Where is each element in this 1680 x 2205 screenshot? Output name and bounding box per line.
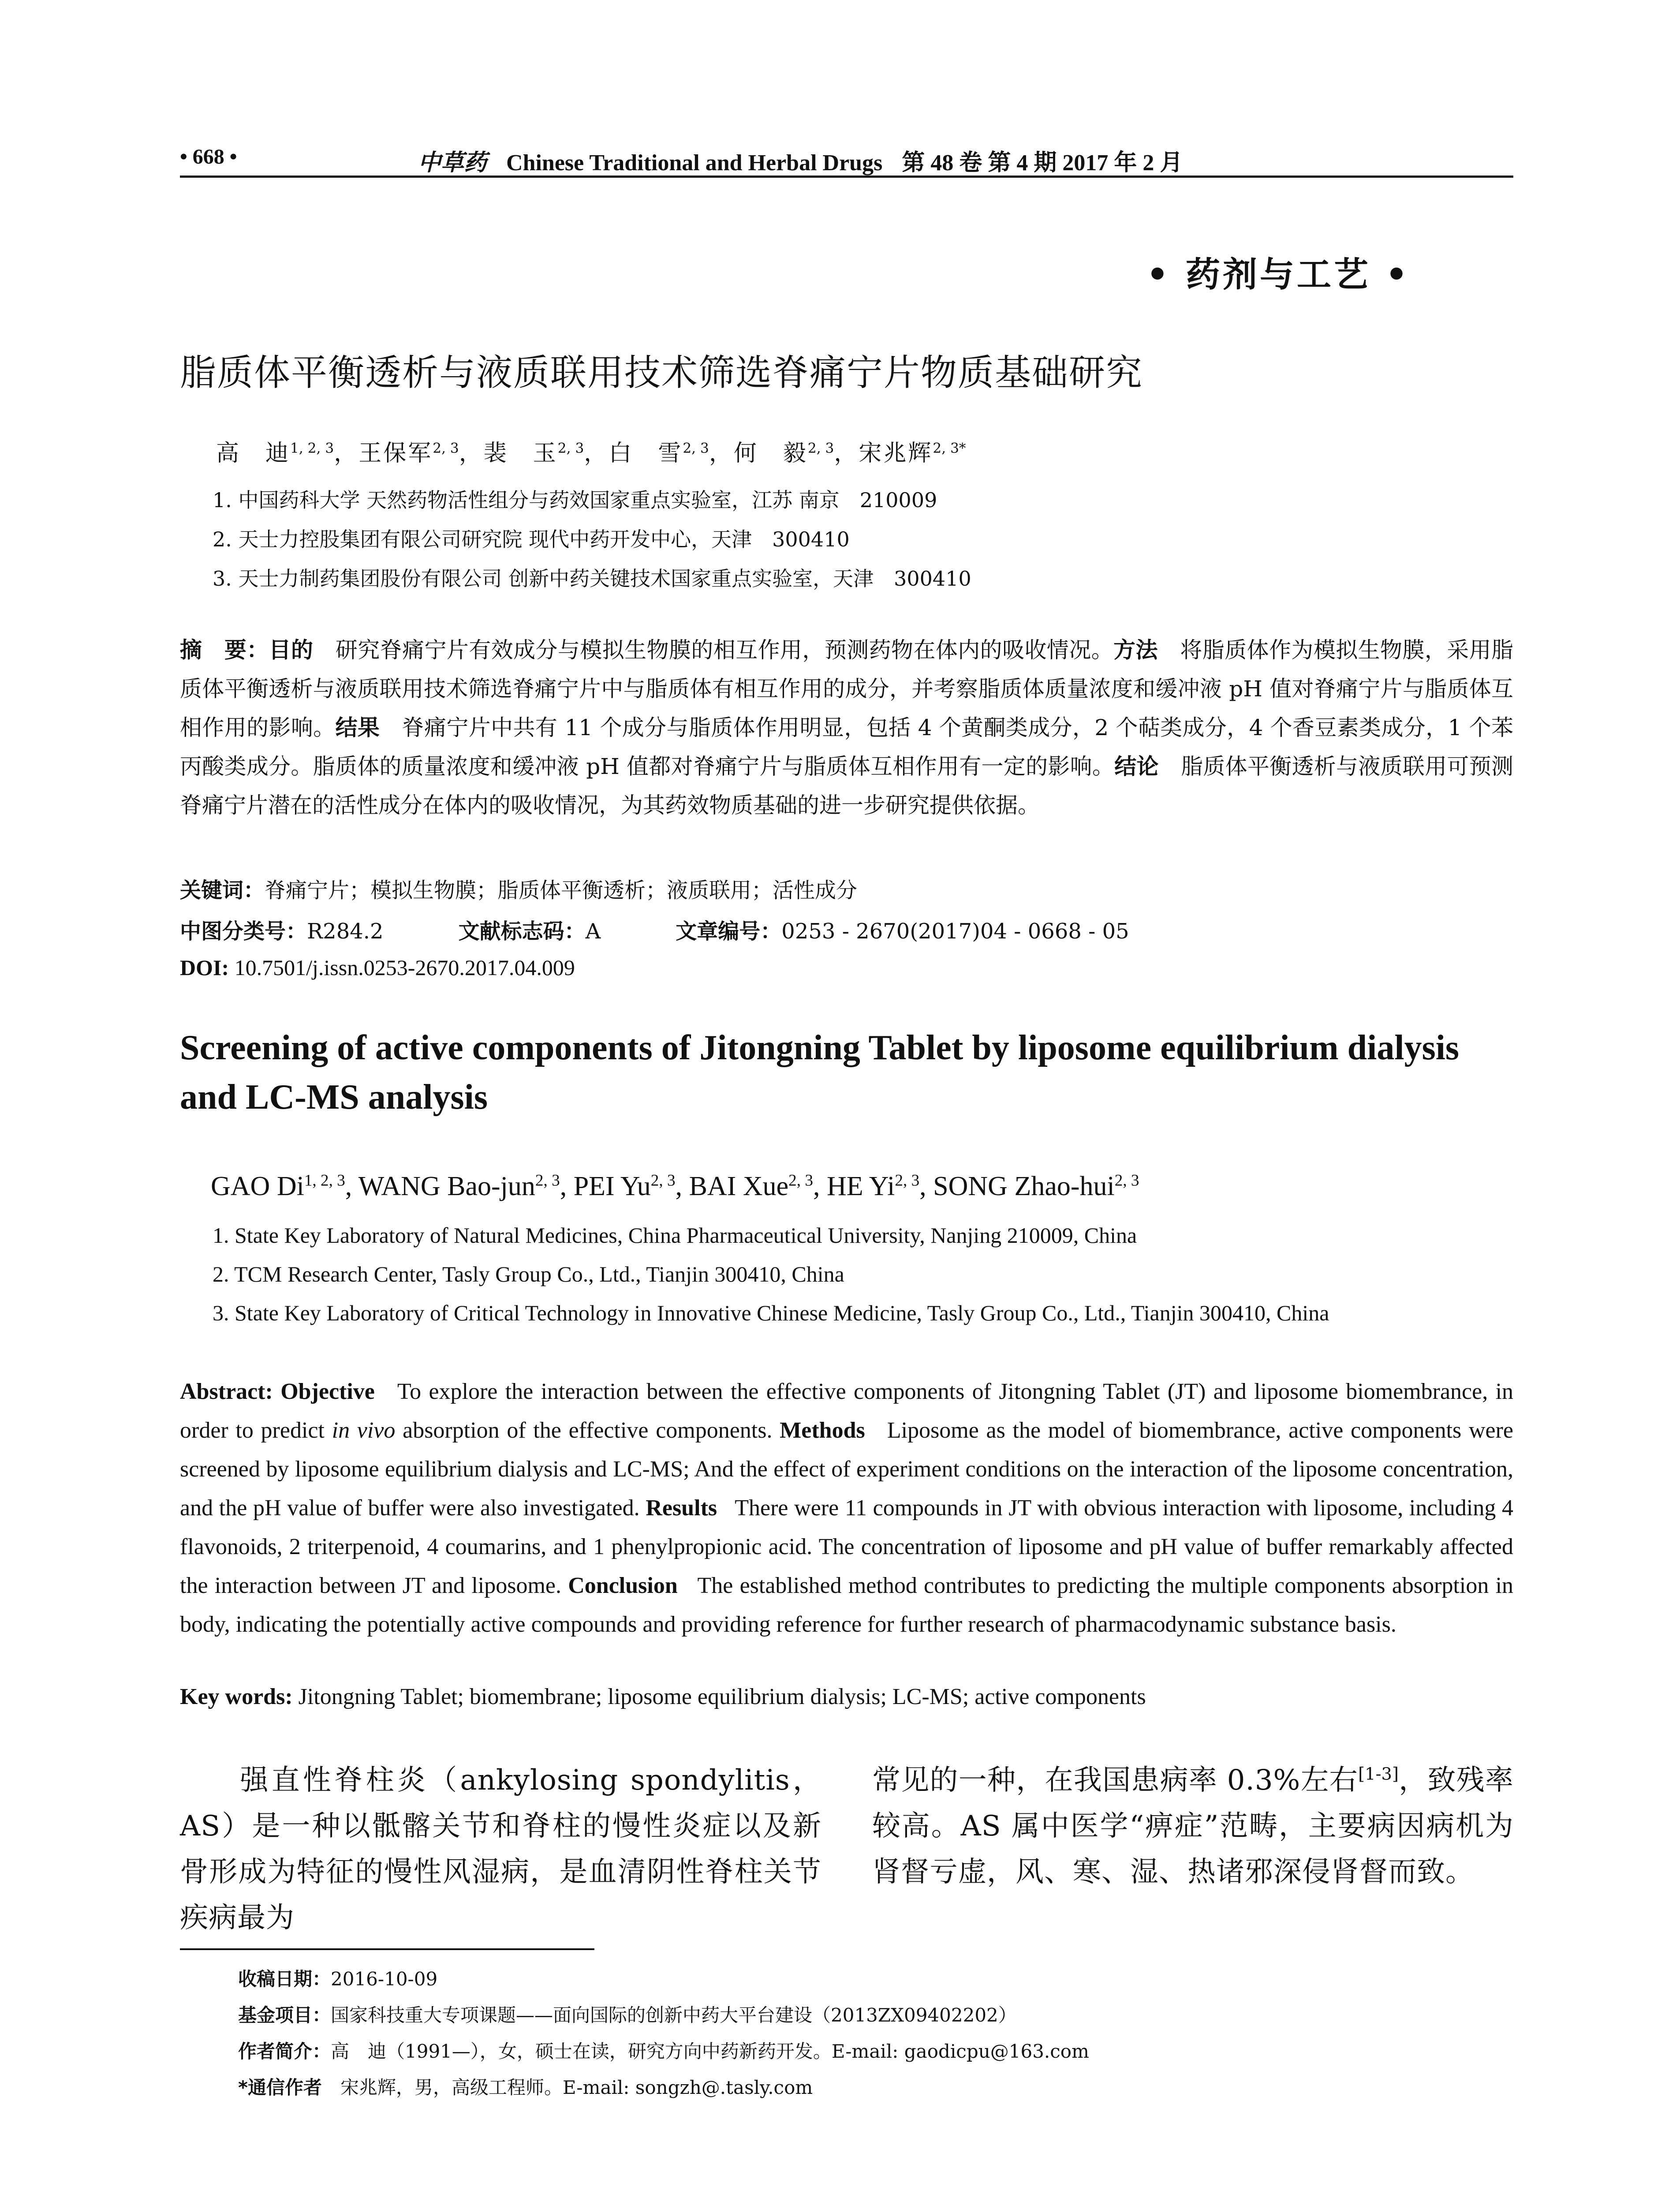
cn-conclusion-label: 结论 [1114,754,1159,779]
en-objective-end: absorption of the effective components. [403,1418,773,1443]
cn-objective-label: 目的 [269,637,314,663]
cn-abstract [180,631,1513,825]
en-conclusion: The established method contributes to predicting the multiple components absorption in body, indicating the potentially active compounds and providing reference for further research of pharmacodynamic substance basis. [180,1573,1514,1637]
cn-results-label: 结果 [335,715,380,740]
cn-author: 裴 玉$^{2, 3}$， [483,440,609,467]
cn-results: 脊痛宁片中共有 11 个成分与脂质体作用明显，包括 4 个黄酮类成分，2 个萜类成分，4 个香豆素类成分，1 个苯丙酸类成分。脂质体的质量浓度和缓冲液 pH 值都对脊痛宁片与脂质体互相作用有一定的影响。 [180,715,1514,779]
en-author: PEI Yu$^{2, 3}$, [573,1171,689,1201]
en-title: Screening of active components of Jitongning Tablet by liposome equilibrium dialysis and LC-MS analysis [180,1028,1460,1117]
footnote-received: 收稿日期：2016-10-09 [238,1968,438,1990]
en-keywords-label: Key words: [180,1684,293,1709]
cn-keywords-value: 脊痛宁片；模拟生物膜；脂质体平衡透析；液质联用；活性成分 [265,878,858,903]
body-text: 常见的一种，在我国患病率 0.3%左右 [872,1764,1359,1797]
cn-keywords [180,873,857,904]
footnote-corresponding: *通信作者 宋兆辉，男，高级工程师。E-mail: songzh@.tasly.com [238,2077,813,2098]
body-text: ，致残率较高。AS 属中医学“痹症”范畴，主要病因病机为肾督亏虚，风、寒、湿、热诸邪深侵肾督而致。 [872,1764,1514,1888]
cn-conclusion: 脂质体平衡透析与液质联用可预测脊痛宁片潜在的活性成分在体内的吸收情况，为其药效物质基础的进一步研究提供依据。 [180,754,1513,818]
cn-abstract-label: 摘 要： [180,637,269,663]
en-methods: Liposome as the model of biomembrance, active components were screened by liposome equilibrium dialysis and LC-MS; And the effect of experiment conditions on the interaction of the liposome concentration, and the pH value of buffer were also investigated. [180,1418,1514,1521]
en-affiliation: 1. State Key Laboratory of Natural Medicines, China Pharmaceutical University, Nanjing 210009, China [213,1223,1137,1248]
journal-cn-logo: 中草药 [418,149,487,176]
cn-author: 何 毅$^{2, 3}$， [733,440,859,467]
footnote-author-bio: 作者简介：高 迪（1991—），女，硕士在读，研究方向中药新药开发。E-mail: gaodicpu@163.com [238,2041,1089,2062]
body-text: 强直性脊柱炎（ankylosing spondylitis，AS）是一种以骶髂关节和脊柱的慢性炎症以及新骨形成为特征的慢性风湿病，是血清阴性脊柱关节疾病最为 [180,1764,821,1934]
cn-author: 王保军$^{2, 3}$， [358,440,484,467]
en-affiliation: 2. TCM Research Center, Tasly Group Co., Ltd., Tianjin 300410, China [213,1262,844,1286]
en-author-list [211,1171,1139,1202]
body-column-left [180,1757,821,1941]
running-header [180,140,1513,178]
en-author: BAI Xue$^{2, 3}$, [689,1171,827,1201]
doi-label: DOI: [180,955,229,980]
en-author: HE Yi$^{2, 3}$, [826,1171,933,1201]
cn-objective: 研究脊痛宁片有效成分与模拟生物膜的相互作用，预测药物在体内的吸收情况。 [335,637,1114,663]
cn-methods-label: 方法 [1113,637,1158,663]
en-abstract [180,1372,1513,1644]
body-column-right [872,1757,1514,1895]
footnote-rule [180,1948,594,1950]
en-affiliation: 3. State Key Laboratory of Critical Technology in Innovative Chinese Medicine, Tasly Group Co., Ltd., Tianjin 300410, China [213,1301,1329,1325]
cn-affiliation: 3. 天士力制药集团股份有限公司 创新中药关键技术国家重点实验室，天津 300410 [213,567,971,590]
en-results-label: Results [646,1495,717,1521]
cn-author: 高 迪$^{1, 2, 3}$， [216,440,359,467]
cn-affiliation: 1. 中国药科大学 天然药物活性组分与药效国家重点实验室，江苏 南京 210009 [213,488,937,512]
en-keywords [180,1684,1146,1710]
cn-author: 白 雪$^{2, 3}$， [609,440,734,467]
doc-code-label: 文献标志码： [458,919,586,944]
citation-ref: [1-3] [1358,1764,1399,1784]
en-objective: To explore the interaction between the effective components of Jitongning Tablet (JT) and liposome biomembrance, in order to predict [180,1379,1514,1443]
journal-en-name: Chinese Traditional and Herbal Drugs [506,150,883,176]
doc-code-value: A [585,919,601,944]
cn-author: 宋兆辉$^{2, 3*}$ [859,440,966,467]
doi-value: 10.7501/j.issn.0253-2670.2017.04.009 [234,955,575,980]
en-author: GAO Di$^{1, 2, 3}$, [211,1171,358,1201]
en-conclusion-label: Conclusion [568,1573,678,1598]
cn-keywords-label: 关键词： [180,878,265,903]
en-abstract-label: Abstract: [180,1379,273,1404]
doi [180,955,575,980]
classification-line [180,914,1129,945]
article-number-value: 0253 - 2670(2017)04 - 0668 - 05 [781,919,1129,944]
journal-name [418,144,1183,177]
journal-issue: 第 48 卷 第 4 期 2017 年 2 月 [902,150,1183,176]
article-number-label: 文章编号： [676,919,782,944]
cn-affiliation: 2. 天士力控股集团有限公司研究院 现代中药开发中心，天津 300410 [213,527,850,551]
cn-title: 脂质体平衡透析与液质联用技术筛选脊痛宁片物质基础研究 [180,352,1143,394]
en-objective-italic: in vivo [332,1418,396,1443]
section-label: • 药剂与工艺 • [1146,254,1411,295]
cn-author-list [216,434,966,467]
en-keywords-value: Jitongning Tablet; biomembrane; liposome equilibrium dialysis; LC-MS; active components [298,1684,1146,1709]
en-methods-label: Methods [780,1418,865,1443]
en-objective-label: Objective [280,1379,375,1404]
page-number: • 668 • [180,145,237,168]
en-author: SONG Zhao-hui$^{2, 3}$ [933,1171,1139,1201]
clc-label: 中图分类号： [180,919,307,944]
en-results: There were 11 compounds in JT with obvious interaction with liposome, including 4 flavonoids, 2 triterpenoid, 4 coumarins, and 1 phenylpropionic acid. The concentration of liposome and pH value of buffer remarkably affected the interaction between JT and liposome. [180,1495,1514,1598]
en-author: WANG Bao-jun$^{2, 3}$, [358,1171,574,1201]
footnote-funding: 基金项目：国家科技重大专项课题——面向国际的创新中药大平台建设（2013ZX09402202） [238,2004,1017,2026]
clc-value: R284.2 [307,919,384,944]
cn-methods: 将脂质体作为模拟生物膜，采用脂质体平衡透析与液质联用技术筛选脊痛宁片中与脂质体有相互作用的成分，并考察脂质体质量浓度和缓冲液 pH 值对脊痛宁片与脂质体互相作用的影响。 [180,637,1514,740]
